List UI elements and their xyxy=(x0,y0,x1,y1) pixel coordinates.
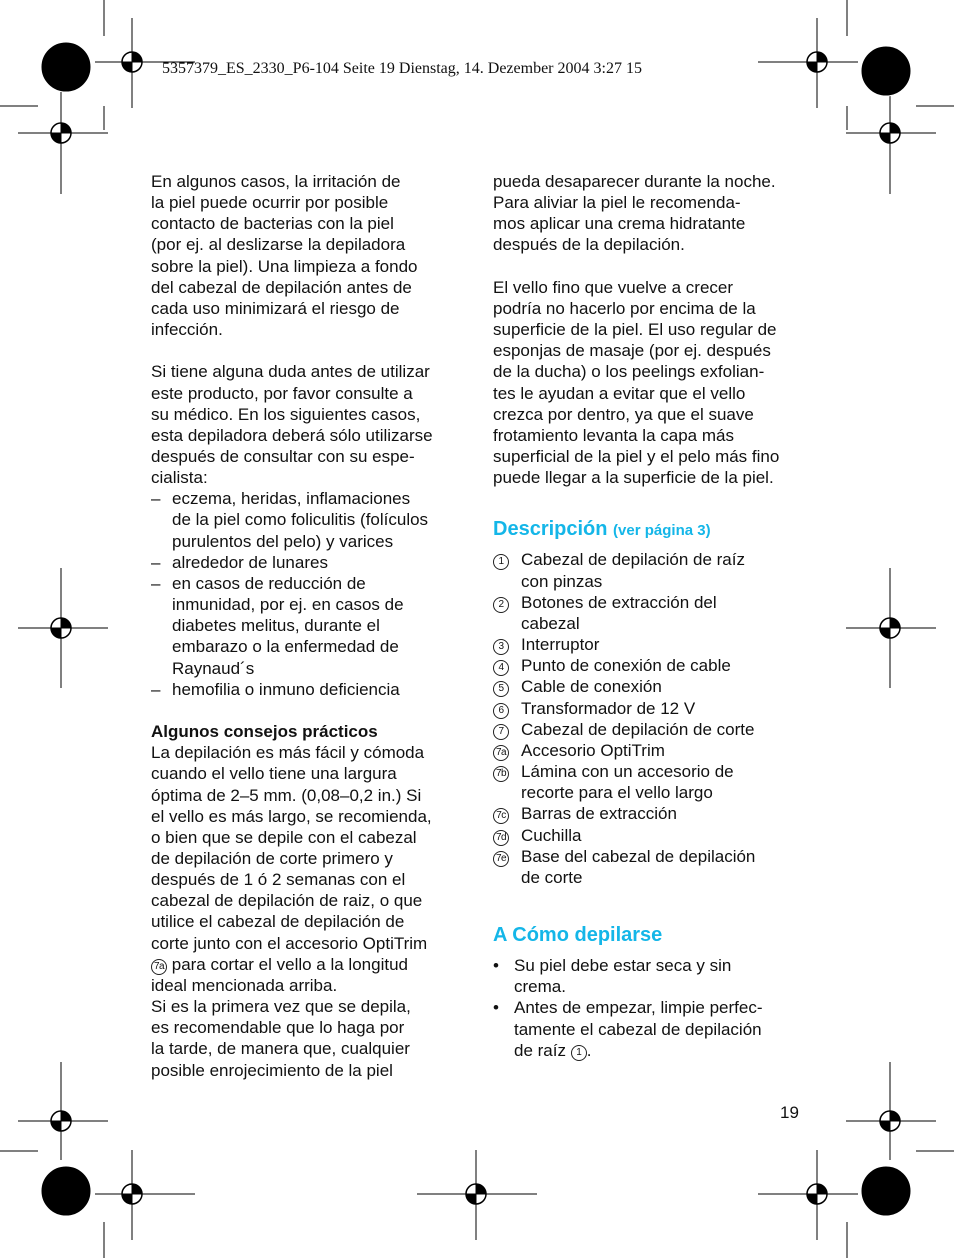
bullet-marker: • xyxy=(493,956,499,976)
part-number xyxy=(493,803,521,824)
text-line: cabezal xyxy=(521,613,580,633)
part-name xyxy=(521,698,805,719)
dash-marker: – xyxy=(151,679,161,699)
text-line: Cuchilla xyxy=(521,825,582,845)
tips-ref-line xyxy=(151,954,455,975)
text-line: superficie de la piel. El uso regular de xyxy=(493,320,777,340)
bullet-text xyxy=(514,955,805,997)
text-line: superficial de la piel y el pelo más fino xyxy=(493,447,780,467)
circled-number: 7c xyxy=(493,808,509,824)
part-name xyxy=(521,719,805,740)
registration-quadrant xyxy=(61,618,71,628)
list-item xyxy=(493,955,805,997)
text-line: cada uso minimizará el riesgo de xyxy=(151,298,400,318)
registration-quadrant xyxy=(466,1194,476,1204)
text-line: tes le ayudan a evitar que el vello xyxy=(493,383,746,403)
text-line: recorte para el vello largo xyxy=(521,783,713,803)
list-item xyxy=(151,552,455,573)
text-line: Interruptor xyxy=(521,635,600,655)
text-line: alrededor de lunares xyxy=(172,552,328,572)
text-line: esponjas de masaje (por ej. después xyxy=(493,341,771,361)
part-name xyxy=(521,592,805,634)
text-line: podría no hacerlo por encima de la xyxy=(493,298,756,318)
text-line: eczema, heridas, inflamaciones xyxy=(172,489,411,509)
paragraph-ingrown-hair xyxy=(493,277,805,489)
registration-quadrant xyxy=(122,62,132,72)
registration-quadrant xyxy=(51,628,61,638)
text-line: (por ej. al deslizarse la depiladora xyxy=(151,235,406,255)
circled-number: 7 xyxy=(493,724,509,740)
text-line: frotamiento levanta la capa más xyxy=(493,425,734,445)
part-list-item xyxy=(493,592,805,634)
registration-quadrant xyxy=(122,1194,132,1204)
registration-quadrant xyxy=(880,628,890,638)
text-line: Para aliviar la piel le recomenda- xyxy=(493,193,741,213)
parts-list xyxy=(493,549,805,888)
text-line: o bien que se depile con el cabezal xyxy=(151,827,417,847)
text-line: después de la depilación. xyxy=(493,235,685,255)
registration-quadrant xyxy=(880,1121,890,1131)
part-list-item xyxy=(493,740,805,761)
part-number xyxy=(493,846,521,888)
part-number xyxy=(493,549,521,591)
text-line: después de consultar con su espe- xyxy=(151,447,415,467)
registration-quadrant xyxy=(817,1184,827,1194)
part-list-item xyxy=(493,719,805,740)
text-line: mos aplicar una crema hidratante xyxy=(493,214,746,234)
text-line: es recomendable que lo haga por xyxy=(151,1018,405,1038)
part-list-item xyxy=(493,761,805,803)
registration-quadrant xyxy=(61,1111,71,1121)
text-line: Cabezal de depilación de raíz xyxy=(521,550,745,570)
part-name xyxy=(521,803,805,824)
text-line: después de 1 ó 2 semanas con el xyxy=(151,870,406,890)
text-line: En algunos casos, la irritación de xyxy=(151,172,401,191)
registration-quadrant xyxy=(807,1194,817,1204)
part-list-item xyxy=(493,698,805,719)
part-number xyxy=(493,698,521,719)
como-depilarse-heading: A Cómo depilarse xyxy=(493,924,663,947)
text-line: Si tiene alguna duda antes de utilizar xyxy=(151,362,430,382)
part-number xyxy=(493,740,521,761)
circled-number: 7b xyxy=(493,766,509,782)
text-line: Lámina con un accesorio de xyxy=(521,762,734,782)
tips-heading: Algunos consejos prácticos xyxy=(151,722,378,742)
registration-quadrant xyxy=(890,123,900,133)
tips-paragraph-continued xyxy=(151,975,455,1081)
part-list-item xyxy=(493,676,805,697)
text-line: del cabezal de depilación antes de xyxy=(151,277,412,297)
list-item xyxy=(151,679,455,700)
dash-marker: – xyxy=(151,573,161,593)
circled-number: 2 xyxy=(493,597,509,613)
circled-number: 1 xyxy=(493,554,509,570)
text-line: inmunidad, por ej. en casos de xyxy=(172,595,404,615)
text-line: su médico. En los siguientes casos, xyxy=(151,404,421,424)
paragraph-consult-doctor xyxy=(151,361,455,488)
part-name xyxy=(521,825,805,846)
part-name xyxy=(521,549,805,591)
text-line: Punto de conexión de cable xyxy=(521,656,731,676)
circled-number: 3 xyxy=(493,639,509,655)
dash-marker: – xyxy=(151,552,161,572)
part-list-item xyxy=(493,634,805,655)
text-line: Su piel debe estar seca y sin xyxy=(514,956,732,976)
text-line: crema. xyxy=(514,977,566,997)
bullet-text xyxy=(514,997,805,1060)
list-item-text xyxy=(172,573,455,679)
list-item xyxy=(493,997,805,1060)
text-line: la piel puede ocurrir por posible xyxy=(151,193,389,213)
text-line: en casos de reducción de xyxy=(172,573,366,593)
part-number xyxy=(493,634,521,655)
text-line: óptima de 2–5 mm. (0,08–0,2 in.) Si xyxy=(151,785,422,805)
text-line: Botones de extracción del xyxy=(521,592,717,612)
registration-quadrant xyxy=(51,133,61,143)
part-number xyxy=(493,825,521,846)
part-name xyxy=(521,761,805,803)
text-line: utilice el cabezal de depilación de xyxy=(151,912,405,932)
part-name xyxy=(521,634,805,655)
part-name xyxy=(521,676,805,697)
text-line: con pinzas xyxy=(521,571,603,591)
right-column xyxy=(493,171,805,1061)
text-line: esta depiladora deberá sólo utilizarse xyxy=(151,425,433,445)
list-item xyxy=(151,488,455,551)
text-line: corte junto con el accesorio OptiTrim xyxy=(151,933,428,953)
text-line: diabetes melitus, durante el xyxy=(172,616,380,636)
text-line: Cable de conexión xyxy=(521,677,662,697)
list-item-text xyxy=(172,488,455,551)
text-line: de corte xyxy=(521,867,583,887)
text-line: Accesorio OptiTrim xyxy=(521,740,665,760)
text-line: Transformador de 12 V xyxy=(521,698,696,718)
circled-number: 7e xyxy=(493,851,509,867)
part-name xyxy=(521,655,805,676)
dash-marker: – xyxy=(151,489,161,509)
text-line: Si es la primera vez que se depila, xyxy=(151,997,411,1017)
text-line: Antes de empezar, limpie perfec- xyxy=(514,998,763,1018)
text-line: Raynaud´s xyxy=(172,658,255,678)
text-line: hemofilia o inmuno deficiencia xyxy=(172,679,400,699)
part-name xyxy=(521,740,805,761)
text-line: el vello es más largo, se recomienda, xyxy=(151,806,432,826)
text-line: de la ducha) o los peelings exfolian- xyxy=(493,362,765,382)
registration-quadrant xyxy=(817,52,827,62)
part-number xyxy=(493,761,521,803)
text-line: Base del cabezal de depilación xyxy=(521,846,756,866)
text-line: cuando el vello tiene una largura xyxy=(151,764,397,784)
registration-quadrant xyxy=(890,618,900,628)
registration-quadrant xyxy=(880,133,890,143)
registration-quadrant xyxy=(807,62,817,72)
ref-number-1: 1 xyxy=(571,1045,587,1061)
bullet-marker: • xyxy=(493,998,499,1018)
bullet-last-line: de raíz 1 . xyxy=(514,1040,592,1060)
registration-quadrant xyxy=(61,123,71,133)
circled-number: 4 xyxy=(493,660,509,676)
descripcion-title: Descripción xyxy=(493,518,608,541)
text-line: crezca por dentro, ya que el suave xyxy=(493,404,754,424)
text-line: contacto de bacterias con la piel xyxy=(151,214,394,234)
tips-ref-text: para cortar el vello a la longitud xyxy=(171,954,408,974)
part-list-item xyxy=(493,825,805,846)
circled-number: 6 xyxy=(493,703,509,719)
left-column xyxy=(151,171,455,1081)
text-line: infección. xyxy=(151,320,223,340)
circled-number: 7d xyxy=(493,830,509,846)
text-line: Barras de extracción xyxy=(521,804,677,824)
ref-number-7a: 7a xyxy=(151,959,167,975)
paragraph-irritation xyxy=(151,171,455,340)
text-line: de la piel como foliculitis (folículos xyxy=(172,510,429,530)
text-line: El vello fino que vuelve a crecer xyxy=(493,277,734,297)
part-list-item xyxy=(493,846,805,888)
list-item-text xyxy=(172,552,455,573)
text-line: ideal mencionada arriba. xyxy=(151,975,338,995)
registration-quadrant xyxy=(132,1184,142,1194)
list-item xyxy=(151,573,455,679)
descripcion-heading xyxy=(493,517,805,543)
text-line: sobre la piel). Una limpieza a fondo xyxy=(151,256,418,276)
text-line: cialista: xyxy=(151,468,208,488)
registration-quadrant xyxy=(476,1184,486,1194)
text-line: posible enrojecimiento de la piel xyxy=(151,1060,393,1080)
part-list-item xyxy=(493,655,805,676)
text-line: Cabezal de depilación de corte xyxy=(521,719,755,739)
text-line: purulentos del pelo) y varices xyxy=(172,531,394,551)
circled-number: 7a xyxy=(493,745,509,761)
part-number xyxy=(493,655,521,676)
registration-quadrant xyxy=(132,52,142,62)
registration-quadrant xyxy=(51,1121,61,1131)
paragraph-night xyxy=(493,171,805,256)
print-slug: 5357379_ES_2330_P6-104 Seite 19 Dienstag, 14. Dezember 2004 3:27 15 xyxy=(162,60,642,77)
page-number: 19 xyxy=(780,1103,799,1122)
registration-quadrant xyxy=(890,1111,900,1121)
part-list-item xyxy=(493,803,805,824)
part-list-item xyxy=(493,549,805,591)
circled-number: 5 xyxy=(493,681,509,697)
descripcion-page-ref: (ver página 3) xyxy=(613,522,711,540)
part-number xyxy=(493,676,521,697)
text-line: pueda desaparecer durante la noche. xyxy=(493,172,776,191)
text-line: La depilación es más fácil y cómoda xyxy=(151,743,425,763)
list-item-text xyxy=(172,679,455,700)
text-line: la tarde, de manera que, cualquier xyxy=(151,1039,410,1059)
text-line: puede llegar a la superficie de la piel. xyxy=(493,468,774,488)
part-number xyxy=(493,719,521,740)
tips-paragraph xyxy=(151,742,455,954)
text-line: embarazo o la enfermedad de xyxy=(172,637,399,657)
text-line: cabezal de depilación de raiz, o que xyxy=(151,891,423,911)
part-number xyxy=(493,592,521,634)
text-line: este producto, por favor consulte a xyxy=(151,383,413,403)
part-name xyxy=(521,846,805,888)
text-line: de depilación de corte primero y xyxy=(151,848,393,868)
text-line: tamente el cabezal de depilación xyxy=(514,1019,762,1039)
contraindication-list xyxy=(151,488,455,700)
